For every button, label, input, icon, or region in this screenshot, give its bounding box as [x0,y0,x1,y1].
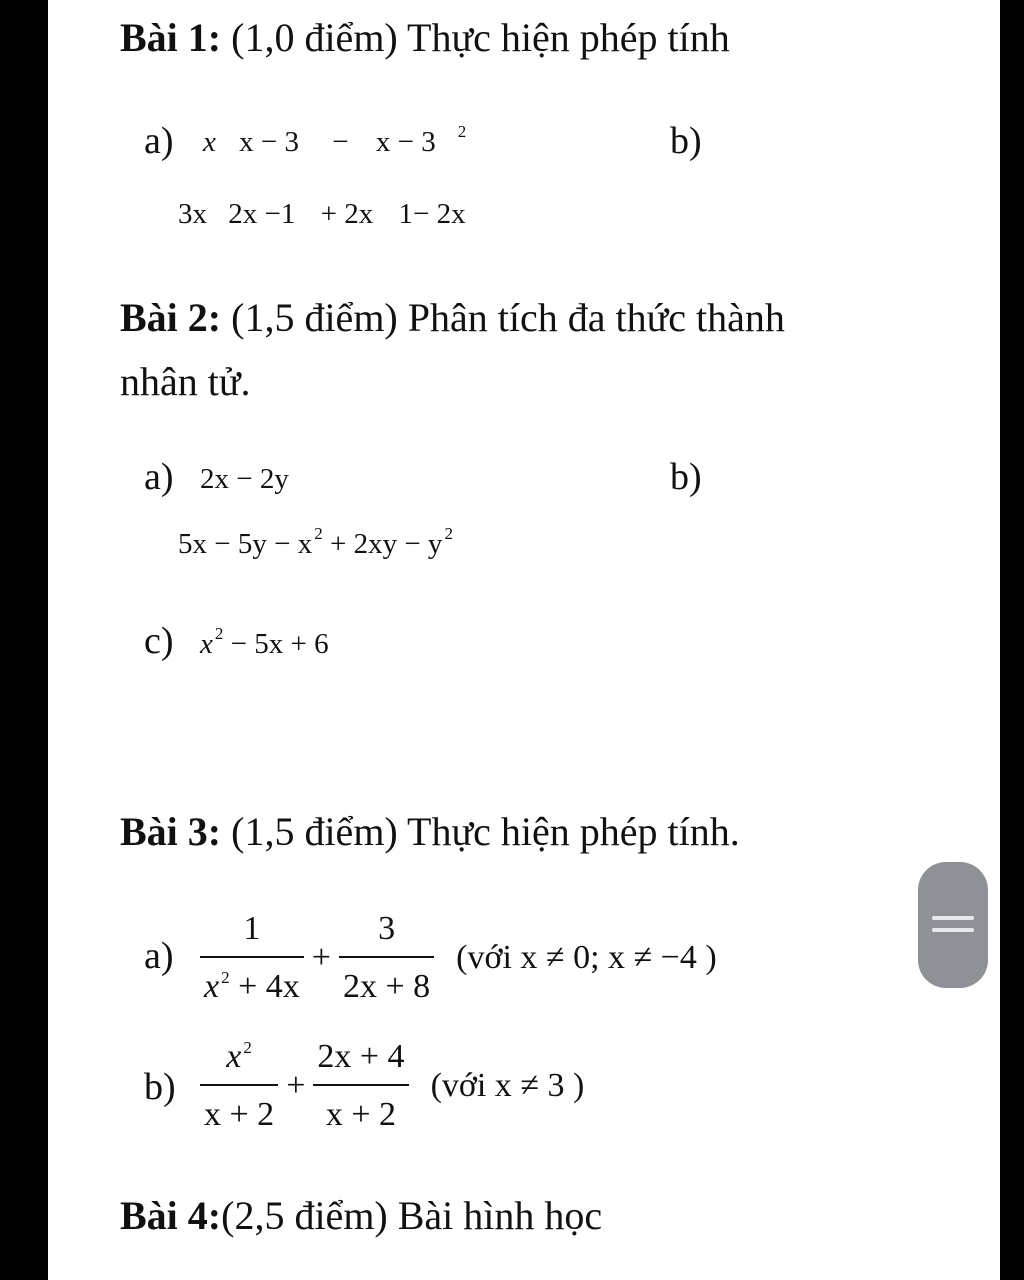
bai3-title-rest: (1,5 điểm) Thực hiện phép tính. [221,809,740,854]
bai2-c-rest: − 5x + 6 [223,628,329,660]
bai3-b-frac2-numerator: 2x + 4 [317,1038,405,1075]
bai1-b-term2: 2x −1 [228,198,296,230]
bai1-b-term4: 1− 2x [398,198,466,230]
bai2-b-part2: + 2xy − y [322,528,443,560]
bai1-b-term1: 3x [178,198,207,230]
bai3-b-frac2-denominator: x + 2 [325,1096,397,1133]
bai2-b-exp1: 2 [314,524,323,543]
bai1-b-expression [178,200,466,229]
bai3-b-frac2-bar [313,1084,408,1086]
bai3-b-frac1-bar [200,1084,278,1086]
bai4-title-rest: (2,5 điểm) Bài hình học [221,1193,603,1238]
bai3-a-frac2-numerator: 3 [378,910,396,947]
bai2-c-label: c) [144,620,174,662]
bai3-b-frac1-num-base: x [226,1038,242,1075]
bai2-a-expression: 2x − 2y [200,463,289,495]
bai1-b-term3: + 2x [320,198,374,230]
bai2-c-expression [200,624,329,660]
scroll-handle-line-top [932,916,974,920]
bai3-heading [120,809,740,854]
scroll-handle-icon[interactable] [918,862,988,988]
bai1-a-term3: − [332,126,349,158]
bai2-c-exp: 2 [214,624,224,643]
bai3-a-frac2-bar [339,956,434,958]
bai3-b-expression [200,1040,584,1132]
bai2-b-label: b) [670,456,702,498]
bai3-title-bold: Bài 3: [120,809,222,854]
bai2-heading [120,295,785,340]
bai2-b-part1: 5x − 5y − x [178,528,313,560]
bai3-b-frac1-num-exp: 2 [243,1038,252,1057]
bai3-a-frac1-bar [200,956,304,958]
bai1-a-exponent: 2 [457,122,467,141]
bai3-a-fraction1 [200,912,304,1004]
bai1-title-bold: Bài 1: [120,15,222,60]
bai3-b-fraction2 [313,1040,408,1132]
bai4-title-bold: Bài 4: [120,1193,222,1238]
bai2-title-bold: Bài 2: [120,295,222,340]
bai3-a-plus: + [311,939,331,976]
bai1-a-term4: x − 3 [375,126,436,158]
bai2-b-exp2: 2 [444,524,453,543]
bai1-a-term2: x − 3 [239,126,299,158]
bai3-a-frac1-denominator [200,970,304,1004]
bai3-a-expression [200,912,717,1004]
bai1-a-label: a) [144,120,174,162]
bai1-b-label: b) [670,120,702,162]
scroll-handle-line-bottom [932,928,974,932]
bai2-a-label: a) [144,456,174,498]
bai2-heading-line2: nhân tử. [120,359,251,404]
bai3-a-frac1-numerator: 1 [243,910,261,947]
bai2-b-expression [178,524,453,560]
bai3-b-plus: + [286,1067,306,1104]
bai3-a-fraction2 [339,912,434,1004]
bai1-a-term1: x [203,126,216,158]
bai1-a-expression [203,122,467,158]
bai3-a-frac1-den-rest: + 4x [229,968,300,1005]
bai3-b-label: b) [144,1066,176,1108]
bai2-c-base: x [200,628,213,660]
bai3-a-condition: (với x ≠ 0; x ≠ −4 ) [456,939,717,976]
bai3-b-condition: (với x ≠ 3 ) [430,1067,585,1104]
bai3-b-frac1-numerator [200,1040,278,1074]
bai3-a-frac2-denominator: 2x + 8 [342,968,431,1005]
bai4-heading [120,1193,603,1238]
bai3-a-frac1-den-exp: 2 [221,968,230,987]
bai3-b-frac1-denominator: x + 2 [204,1096,275,1133]
bai2-title-rest: (1,5 điểm) Phân tích đa thức thành [221,295,785,340]
bai1-heading [120,15,730,60]
bai3-a-label: a) [144,935,174,977]
bai3-b-fraction1 [200,1040,278,1132]
bai1-title-rest: (1,0 điểm) Thực hiện phép tính [221,15,730,60]
document-page [48,0,1000,1280]
bai3-a-frac1-den-base: x [204,968,220,1005]
